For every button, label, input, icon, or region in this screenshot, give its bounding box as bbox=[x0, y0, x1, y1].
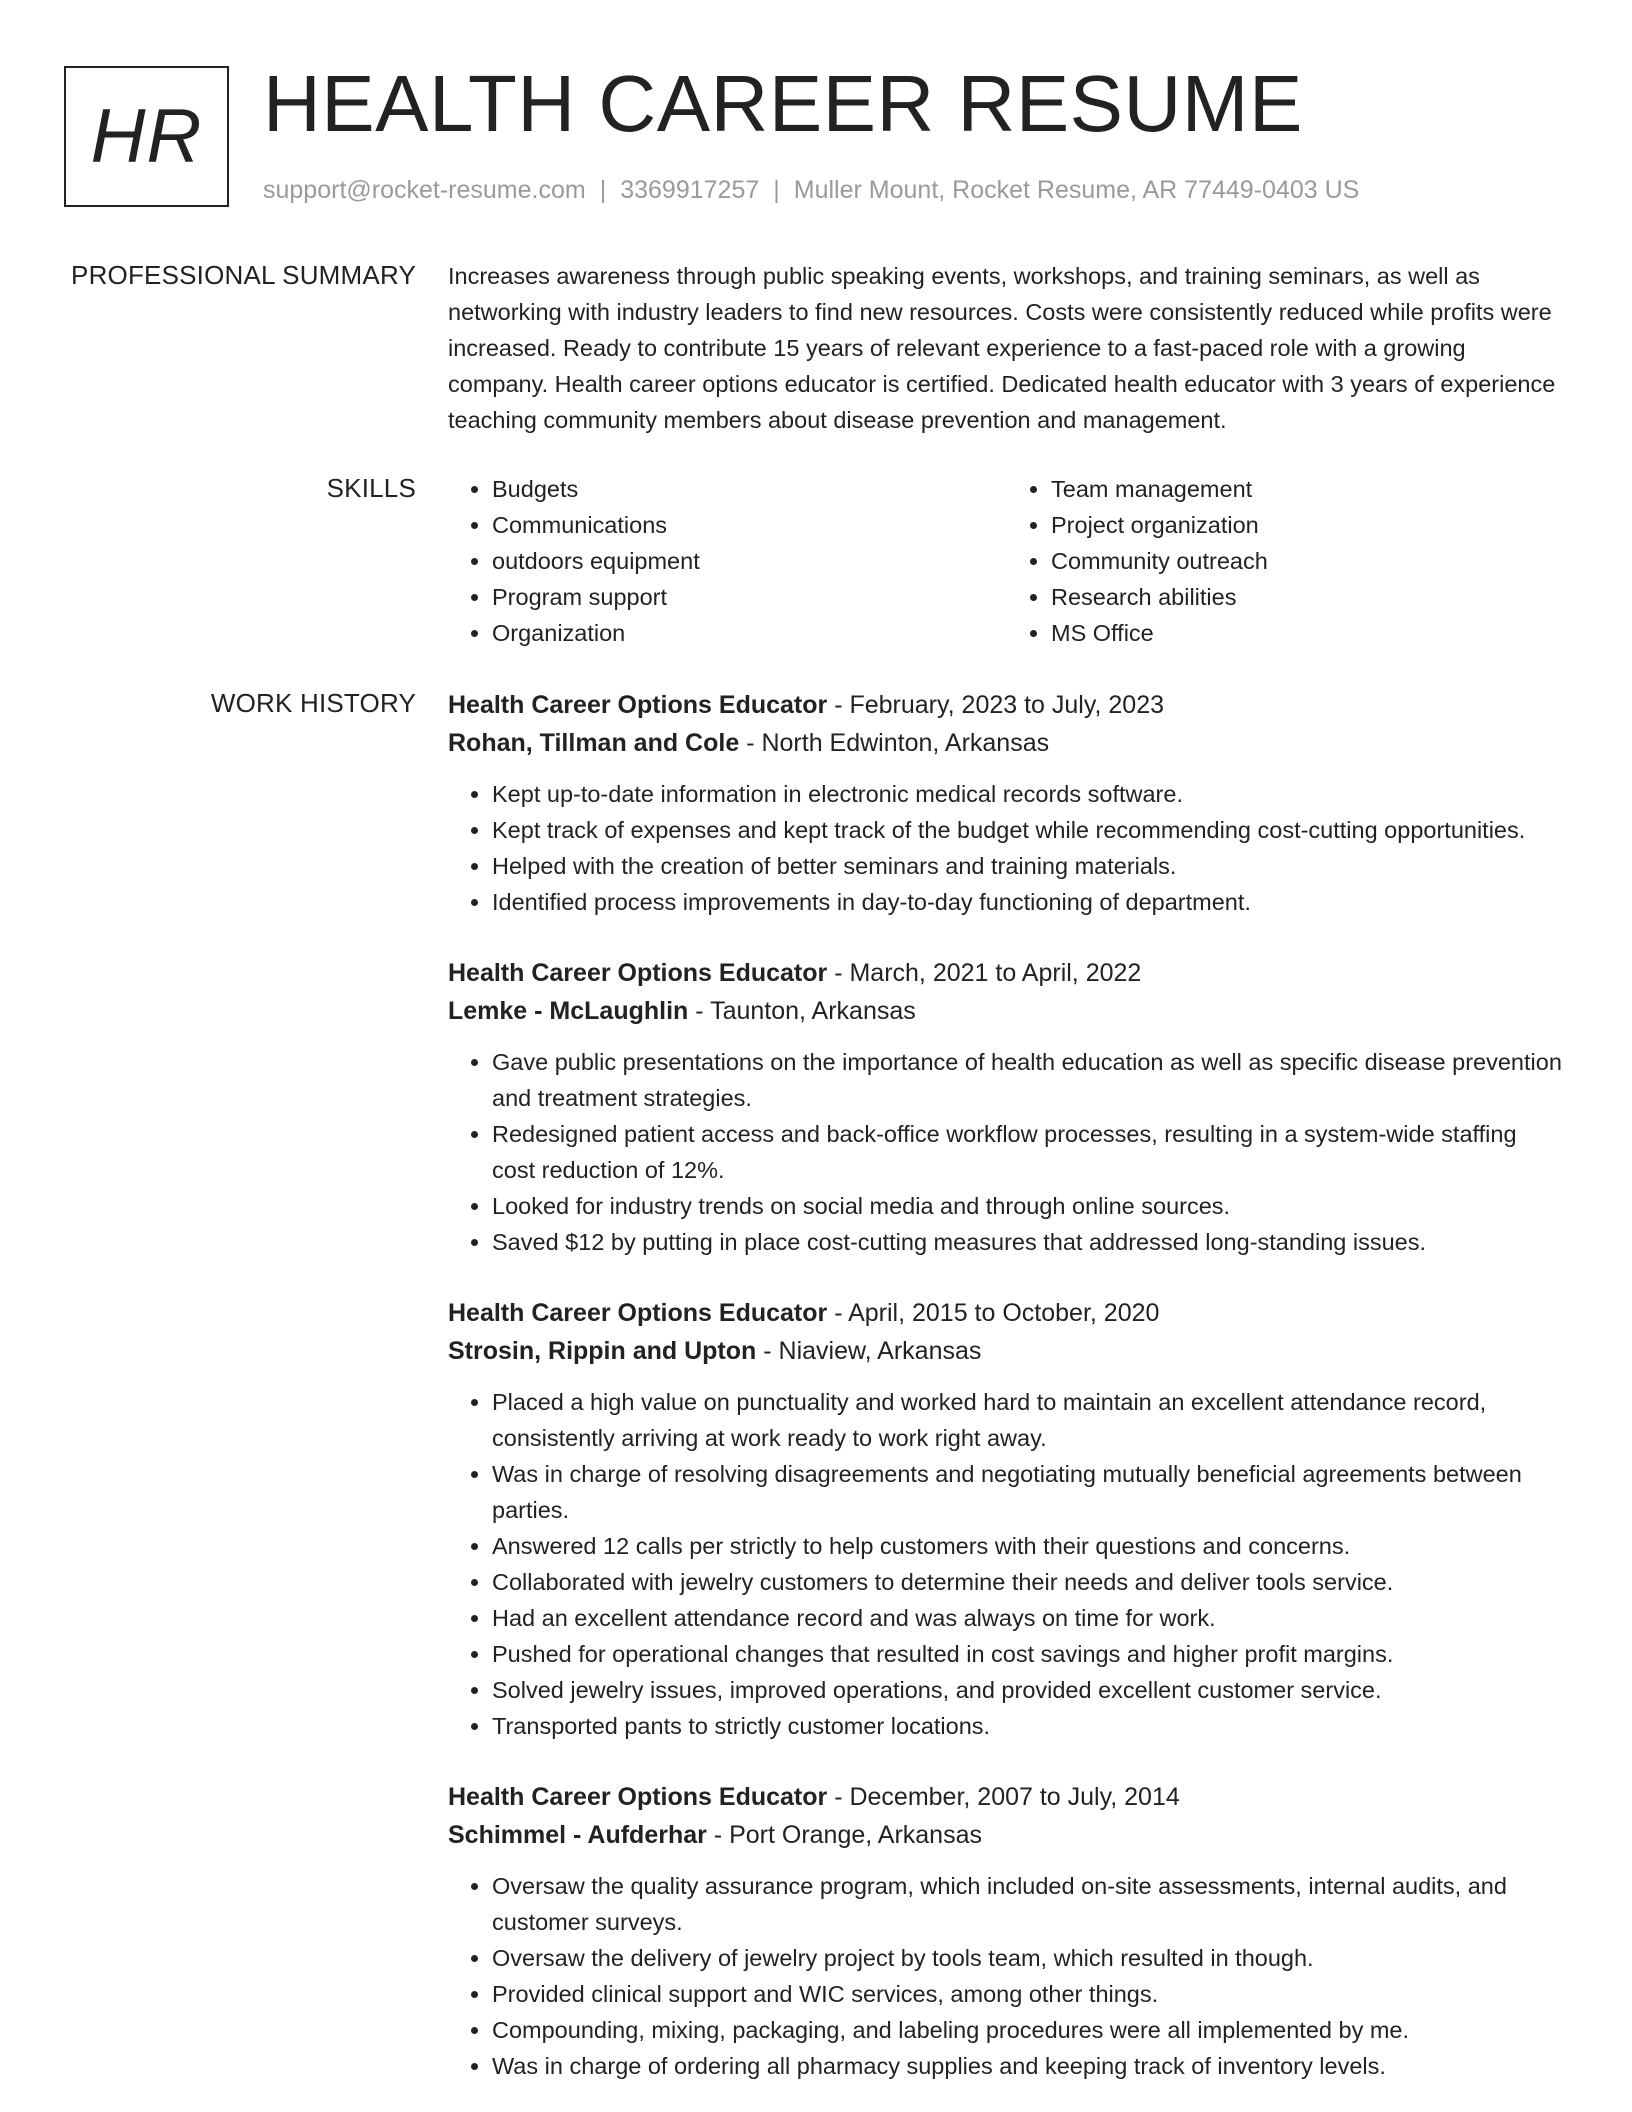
job-location: - North Edwinton, Arkansas bbox=[739, 729, 1050, 757]
section-label-work-history: WORK HISTORY bbox=[210, 688, 416, 718]
skills-body bbox=[448, 471, 1566, 651]
monogram-box bbox=[64, 66, 229, 207]
skills-columns bbox=[448, 471, 1566, 651]
job-title-line bbox=[448, 686, 1566, 724]
job-bullet: • Placed a high value on punctuality and worked hard to maintain an excellent attendance record, consistently arriving at work ready to work right away. bbox=[492, 1384, 1566, 1456]
skill-item: • Project organization bbox=[1051, 507, 1566, 543]
job-entry bbox=[448, 1294, 1566, 1744]
job-bullets bbox=[448, 776, 1566, 920]
job-title: Health Career Options Educator bbox=[448, 691, 828, 719]
job-title-line bbox=[448, 954, 1566, 992]
summary-text: Increases awareness through public speaking events, workshops, and training seminars, as well as networking with industry leaders to find new resources. Costs were consistently reduced while profits were increased. Ready to contribute 15 years of relevant experience to a fast-paced role with a growing company. Health career options educator is certified. Dedicated health educator with 3 years of experience teaching community members about disease prevention and management. bbox=[448, 263, 1556, 433]
job-company: Strosin, Rippin and Upton bbox=[448, 1337, 757, 1365]
summary-body bbox=[448, 258, 1566, 438]
job-bullet: • Helped with the creation of better seminars and training materials. bbox=[492, 848, 1566, 884]
contact-line bbox=[263, 176, 1359, 205]
job-dates: - March, 2021 to April, 2022 bbox=[827, 959, 1142, 987]
contact-separator: | bbox=[599, 176, 607, 204]
job-dates: - December, 2007 to July, 2014 bbox=[827, 1783, 1180, 1811]
job-bullet: • Transported pants to strictly customer locations. bbox=[492, 1708, 1566, 1744]
job-dates: - April, 2015 to October, 2020 bbox=[827, 1299, 1160, 1327]
job-bullet: • Was in charge of resolving disagreements and negotiating mutually beneficial agreements between parties. bbox=[492, 1456, 1566, 1528]
job-company: Lemke - McLaughlin bbox=[448, 997, 689, 1025]
job-bullet: • Pushed for operational changes that resulted in cost savings and higher profit margins. bbox=[492, 1636, 1566, 1672]
skill-item: • Team management bbox=[1051, 471, 1566, 507]
job-company-line bbox=[448, 992, 1566, 1030]
skills-list-right bbox=[1007, 471, 1566, 651]
resume-title: HEALTH CAREER RESUME bbox=[263, 59, 1303, 148]
job-location: - Port Orange, Arkansas bbox=[706, 1821, 982, 1849]
job-bullet: • Redesigned patient access and back-office workflow processes, resulting in a system-wide staffing cost reduction of 12%. bbox=[492, 1116, 1566, 1188]
job-location: - Niaview, Arkansas bbox=[756, 1337, 982, 1365]
job-company-line bbox=[448, 1816, 1566, 1854]
job-bullet: • Was in charge of ordering all pharmacy supplies and keeping track of inventory levels. bbox=[492, 2048, 1566, 2084]
contact-phone: 3369917257 bbox=[620, 176, 760, 204]
skill-item: • Communications bbox=[492, 507, 1007, 543]
job-bullet: • Answered 12 calls per strictly to help customers with their questions and concerns. bbox=[492, 1528, 1566, 1564]
job-entry bbox=[448, 954, 1566, 1260]
job-bullet: • Saved $12 by putting in place cost-cutting measures that addressed long-standing issues. bbox=[492, 1224, 1566, 1260]
job-bullet: • Oversaw the delivery of jewelry project by tools team, which resulted in though. bbox=[492, 1940, 1566, 1976]
job-bullet: • Compounding, mixing, packaging, and labeling procedures were all implemented by me. bbox=[492, 2012, 1566, 2048]
job-title: Health Career Options Educator bbox=[448, 959, 828, 987]
job-bullet: • Collaborated with jewelry customers to determine their needs and deliver tools service. bbox=[492, 1564, 1566, 1600]
job-company-line bbox=[448, 1332, 1566, 1370]
skill-item: • Research abilities bbox=[1051, 579, 1566, 615]
job-bullet: • Provided clinical support and WIC services, among other things. bbox=[492, 1976, 1566, 2012]
job-company: Schimmel - Aufderhar bbox=[448, 1821, 707, 1849]
job-bullet: • Kept up-to-date information in electronic medical records software. bbox=[492, 776, 1566, 812]
job-entry bbox=[448, 686, 1566, 920]
job-bullets bbox=[448, 1044, 1566, 1260]
contact-email: support@rocket-resume.com bbox=[263, 176, 586, 204]
skill-item: • Community outreach bbox=[1051, 543, 1566, 579]
job-bullet: • Identified process improvements in day-to-day functioning of department. bbox=[492, 884, 1566, 920]
job-bullet: • Kept track of expenses and kept track of the budget while recommending cost-cutting opportunities. bbox=[492, 812, 1566, 848]
monogram-initials: HR bbox=[90, 94, 203, 179]
skill-item: • MS Office bbox=[1051, 615, 1566, 651]
skill-item: • outdoors equipment bbox=[492, 543, 1007, 579]
skills-list-left bbox=[448, 471, 1007, 651]
contact-address: Muller Mount, Rocket Resume, AR 77449-0403 US bbox=[793, 176, 1360, 204]
section-label-skills: SKILLS bbox=[326, 473, 416, 503]
job-bullet: • Solved jewelry issues, improved operations, and provided excellent customer service. bbox=[492, 1672, 1566, 1708]
job-title-line bbox=[448, 1778, 1566, 1816]
skill-item: • Program support bbox=[492, 579, 1007, 615]
job-company-line bbox=[448, 724, 1566, 762]
contact-separator: | bbox=[773, 176, 780, 204]
job-company: Rohan, Tillman and Cole bbox=[448, 729, 740, 757]
skill-item: • Budgets bbox=[492, 471, 1007, 507]
job-title: Health Career Options Educator bbox=[448, 1783, 828, 1811]
job-bullet: • Had an excellent attendance record and was always on time for work. bbox=[492, 1600, 1566, 1636]
job-bullets bbox=[448, 1868, 1566, 2084]
job-title-line bbox=[448, 1294, 1566, 1332]
job-entry bbox=[448, 1778, 1566, 2084]
work-history-body bbox=[448, 686, 1566, 2112]
job-bullets bbox=[448, 1384, 1566, 1744]
skill-item: • Organization bbox=[492, 615, 1007, 651]
job-location: - Taunton, Arkansas bbox=[688, 997, 916, 1025]
job-dates: - February, 2023 to July, 2023 bbox=[827, 691, 1165, 719]
job-title: Health Career Options Educator bbox=[448, 1299, 828, 1327]
section-label-summary: PROFESSIONAL SUMMARY bbox=[71, 260, 416, 290]
job-bullet: • Gave public presentations on the importance of health education as well as specific disease prevention and treatment strategies. bbox=[492, 1044, 1566, 1116]
job-bullet: • Looked for industry trends on social media and through online sources. bbox=[492, 1188, 1566, 1224]
job-bullet: • Oversaw the quality assurance program, which included on-site assessments, internal audits, and customer surveys. bbox=[492, 1868, 1566, 1940]
